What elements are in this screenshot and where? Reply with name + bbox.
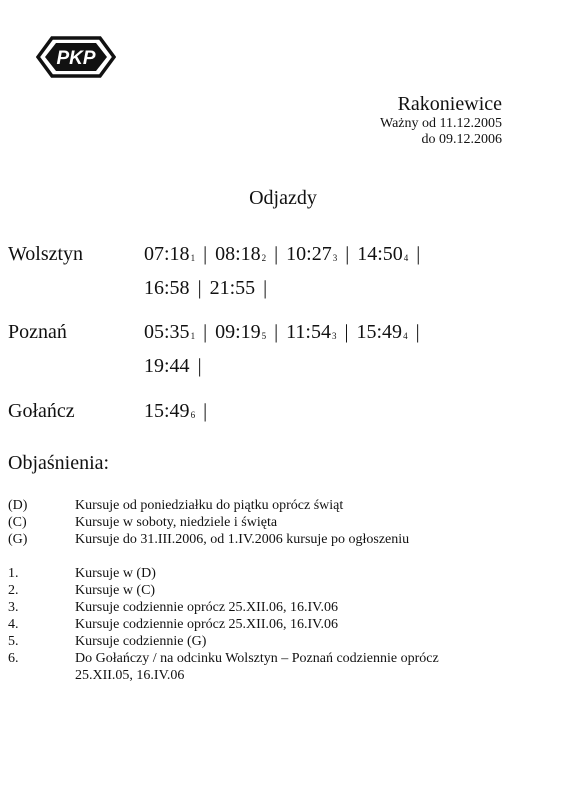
note-text: Kursuje od poniedziałku do piątku oprócz świąt [75, 498, 344, 513]
departure-time-value: 11:54 [286, 321, 331, 343]
note-code: 3. [8, 600, 19, 615]
note-text: Kursuje codziennie (G) [75, 634, 207, 649]
separator: | [274, 321, 279, 343]
departure-time [357, 243, 408, 265]
departure-note-ref: 3 [331, 331, 337, 341]
note-code: (G) [8, 532, 28, 547]
departure-note-ref: 4 [403, 331, 408, 341]
route-departures [144, 239, 444, 303]
departure-time-value: 09:19 [215, 321, 261, 343]
note-code: 6. [8, 651, 19, 666]
note-row-1 [8, 565, 495, 582]
separator: | [345, 243, 350, 265]
separator: | [197, 355, 202, 377]
route-departures [144, 317, 444, 381]
note-code: (C) [8, 515, 27, 530]
note-text: Kursuje do 31.III.2006, od 1.IV.2006 kursuje po ogłoszeniu [75, 532, 410, 547]
departure-time [144, 277, 190, 299]
route-departures [144, 396, 444, 430]
departure-time-value: 08:18 [215, 243, 261, 265]
separator: | [197, 277, 202, 299]
station-name: Rakoniewice [397, 93, 502, 115]
route-destination: Poznań [8, 321, 67, 343]
departure-time-value: 07:18 [144, 243, 190, 265]
note-row-2 [8, 582, 495, 599]
note-text: Kursuje w (C) [75, 583, 156, 598]
note-row-g [8, 531, 495, 548]
logo-text: PKP [56, 48, 96, 69]
departure-time [144, 321, 195, 343]
departure-time-value: 05:35 [144, 321, 190, 343]
departure-time [215, 321, 266, 343]
departure-note-ref: 5 [261, 331, 267, 341]
note-row-c [8, 514, 495, 531]
explanations-title: Objaśnienia: [8, 452, 110, 474]
departure-time [144, 400, 195, 422]
separator: | [344, 321, 349, 343]
note-code: (D) [8, 498, 28, 513]
departure-note-ref: 1 [190, 253, 196, 263]
departure-time [210, 277, 256, 299]
note-code: 2. [8, 583, 19, 598]
departure-note-ref: 2 [261, 253, 267, 263]
departure-time [144, 243, 195, 265]
note-text: Kursuje codziennie oprócz 25.XII.06, 16.IV.06 [75, 600, 338, 615]
departures-title: Odjazdy [249, 187, 317, 209]
departure-time [286, 243, 337, 265]
departure-time-value: 16:58 [144, 277, 190, 299]
departure-time-value: 14:50 [357, 243, 403, 265]
departure-time [144, 355, 190, 377]
route-destination: Wolsztyn [8, 243, 84, 265]
separator: | [274, 243, 279, 265]
separator: | [203, 321, 208, 343]
note-text: Kursuje w (D) [75, 566, 156, 581]
departure-time-value: 19:44 [144, 355, 190, 377]
station-header [380, 92, 502, 148]
note-text: Kursuje w soboty, niedziele i święta [75, 515, 278, 530]
separator: | [203, 400, 208, 422]
note-code: 4. [8, 617, 19, 632]
departure-note-ref: 6 [190, 410, 196, 420]
note-code: 1. [8, 566, 19, 581]
departure-time [286, 321, 336, 343]
departure-time [215, 243, 266, 265]
note-row-4 [8, 616, 495, 633]
departure-note-ref: 1 [190, 331, 196, 341]
note-row-5 [8, 633, 495, 650]
note-text: Kursuje codziennie oprócz 25.XII.06, 16.IV.06 [75, 617, 338, 632]
note-row-6 [8, 650, 495, 684]
separator: | [415, 321, 420, 343]
route-destination: Gołańcz [8, 400, 75, 422]
note-row-3 [8, 599, 495, 616]
departure-time-value: 15:49 [356, 321, 403, 343]
note-code: 5. [8, 634, 19, 649]
separator: | [416, 243, 421, 265]
note-row-d [8, 497, 495, 514]
departure-time-value: 10:27 [286, 243, 332, 265]
explanations-list [8, 497, 495, 684]
valid-to: do 09.12.2006 [421, 132, 502, 147]
separator: | [263, 277, 268, 299]
valid-from: Ważny od 11.12.2005 [379, 116, 502, 131]
note-text: Do Gołańczy / na odcinku Wolsztyn – Poznań codziennie oprócz 25.XII.05, 16.IV.06 [75, 651, 439, 683]
departure-note-ref: 3 [332, 253, 338, 263]
departure-time-value: 21:55 [209, 277, 256, 299]
pkp-logo [36, 35, 116, 79]
departure-time-value: 15:49 [144, 400, 190, 422]
separator: | [203, 243, 208, 265]
departure-note-ref: 4 [403, 253, 409, 263]
departure-time [357, 321, 408, 343]
